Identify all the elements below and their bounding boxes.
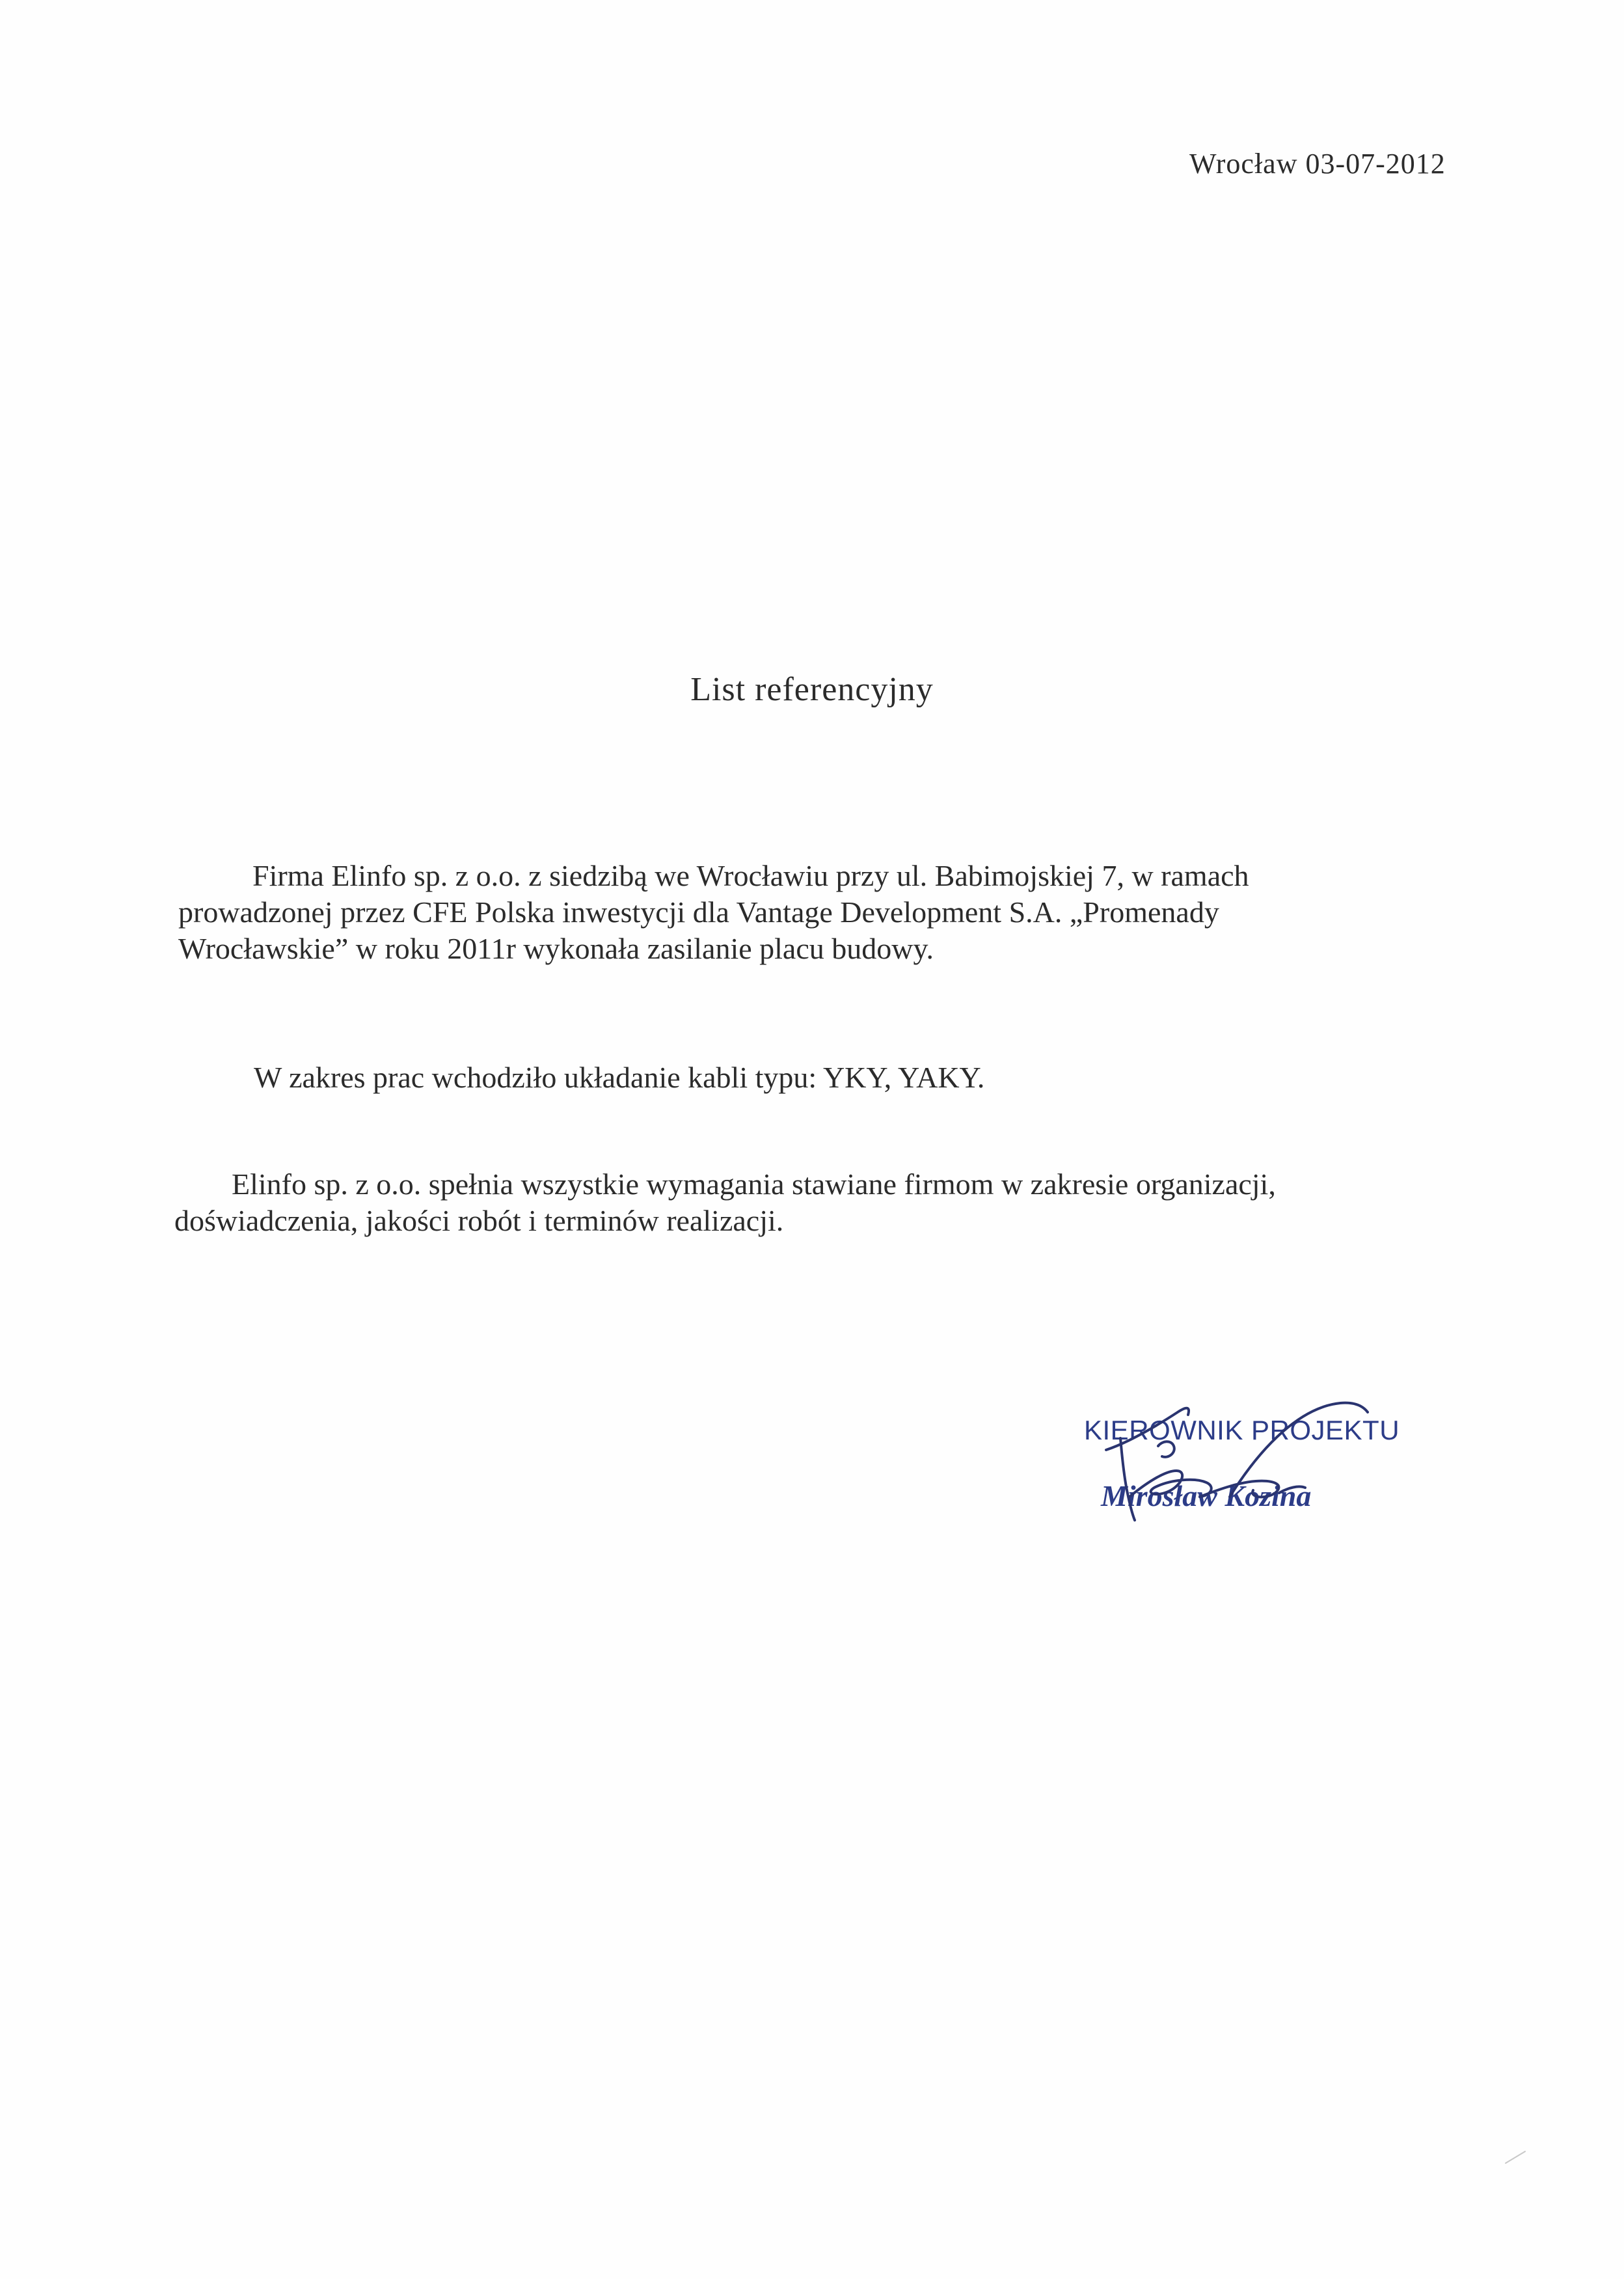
paragraph-line: Wrocławskie” w roku 2011r wykonała zasilanie placu budowy. bbox=[178, 932, 934, 965]
place-date: Wrocław 03-07-2012 bbox=[1189, 148, 1446, 180]
paragraph-assessment bbox=[174, 1166, 1276, 1239]
paragraph-line: Elinfo sp. z o.o. spełnia wszystkie wymagania stawiane firmom w zakresie organizacji, bbox=[232, 1167, 1276, 1201]
stamp-name: Mirosław Kozina bbox=[1101, 1479, 1312, 1512]
paragraph-line: prowadzonej przez CFE Polska inwestycji dla Vantage Development S.A. „Promenady bbox=[178, 895, 1219, 929]
handwritten-signature bbox=[1067, 1373, 1392, 1542]
corner-mark bbox=[1503, 2148, 1529, 2167]
letter-title: List referencyjny bbox=[690, 671, 934, 708]
paragraph-line: Firma Elinfo sp. z o.o. z siedzibą we Wrocławiu przy ul. Babimojskiej 7, w ramach bbox=[252, 859, 1249, 892]
paragraph-scope bbox=[178, 858, 1249, 967]
paragraph-line: W zakres prac wchodziło układanie kabli typu: YKY, YAKY. bbox=[254, 1061, 985, 1094]
paragraph-cables bbox=[254, 1059, 984, 1096]
stamp-role: KIEROWNIK PROJEKTU bbox=[1084, 1415, 1400, 1445]
paragraph-line: doświadczenia, jakości robót i terminów realizacji. bbox=[174, 1204, 784, 1237]
